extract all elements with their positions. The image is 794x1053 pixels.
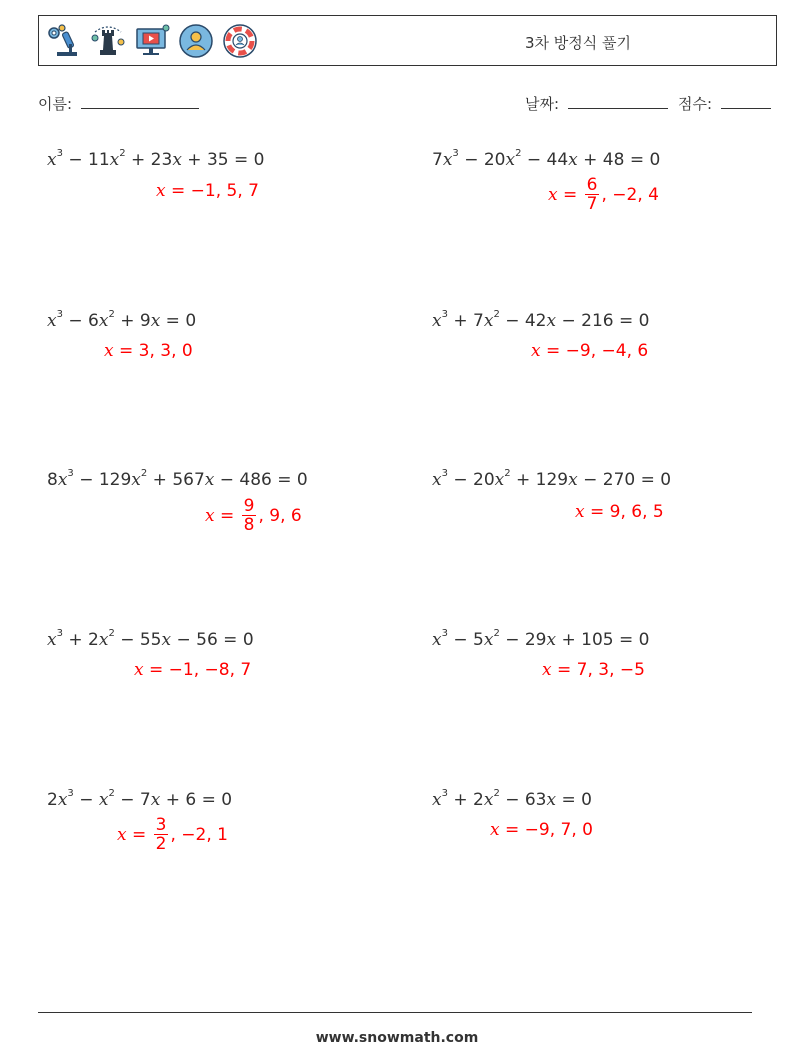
expression-text: , −2, 4 [601, 184, 659, 205]
expression-text: − 29 [499, 630, 547, 650]
expression-text: = −9, −4, 6 [540, 341, 649, 361]
variable: x [483, 630, 494, 650]
exponent: 2 [108, 309, 115, 321]
footer-divider [38, 1012, 752, 1013]
variable: x [432, 630, 442, 650]
variable: x [57, 470, 68, 490]
exponent: 3 [441, 628, 448, 640]
name-field[interactable] [38, 93, 199, 114]
variable: x [531, 341, 541, 361]
variable: x [483, 790, 494, 810]
exponent: 2 [119, 148, 126, 160]
problem-answer [548, 176, 659, 213]
expression-text: − 129 [73, 470, 132, 490]
exponent: 2 [515, 148, 522, 160]
expression-text: − 56 = 0 [171, 630, 254, 650]
problem-answer [542, 660, 645, 680]
score-label: 점수: [678, 95, 713, 113]
fraction-numerator: 6 [586, 175, 598, 195]
worksheet-title: 3차 방정식 풀기 [525, 34, 632, 52]
expression-text: = −9, 7, 0 [499, 820, 593, 840]
expression-text: + 23 [125, 150, 173, 170]
variable: x [546, 630, 557, 650]
variable: x [47, 311, 57, 331]
expression-text: − 6 [62, 311, 99, 331]
expression-text: 7 [432, 150, 443, 170]
fraction-denominator: 2 [155, 834, 167, 854]
expression-text: + 567 [147, 470, 205, 490]
variable: x [47, 630, 57, 650]
expression-text: − 7 [114, 790, 151, 810]
variable: x [104, 341, 114, 361]
fraction-denominator: 8 [243, 515, 255, 535]
date-label: 날짜: [525, 95, 560, 113]
variable: x [150, 790, 161, 810]
expression-text: + 2 [62, 630, 99, 650]
expression-text: + 129 [510, 470, 569, 490]
expression-text: − 270 = 0 [577, 470, 672, 490]
name-blank[interactable] [81, 94, 199, 109]
name-label: 이름: [38, 95, 73, 113]
exponent: 2 [493, 788, 500, 800]
expression-text: 2 [47, 790, 58, 810]
problem-equation [432, 311, 649, 331]
problem-answer [205, 497, 302, 534]
problem-equation [47, 470, 308, 490]
fraction [242, 497, 257, 534]
fraction-numerator: 9 [243, 496, 255, 516]
expression-text: − 486 = 0 [214, 470, 308, 490]
variable: x [57, 790, 68, 810]
exponent: 2 [108, 628, 115, 640]
problem-answer [134, 660, 251, 680]
expression-text: + 35 = 0 [181, 150, 265, 170]
variable: x [483, 311, 494, 331]
problem-equation [47, 630, 254, 650]
exponent: 3 [56, 309, 63, 321]
expression-text: 8 [47, 470, 58, 490]
variable: x [575, 502, 585, 522]
expression-text: + 105 = 0 [556, 630, 650, 650]
exponent: 3 [441, 309, 448, 321]
fraction-denominator: 7 [586, 194, 598, 214]
variable: x [432, 470, 442, 490]
expression-text: − 11 [62, 150, 110, 170]
problem-answer [575, 502, 664, 522]
expression-text: = 0 [160, 311, 197, 331]
problem-equation [47, 150, 264, 170]
expression-text: + 9 [114, 311, 151, 331]
expression-text: − 44 [521, 150, 569, 170]
variable: x [47, 150, 57, 170]
variable: x [117, 824, 127, 845]
user-circle-icon [177, 22, 215, 60]
variable: x [98, 790, 109, 810]
expression-text: − 216 = 0 [556, 311, 650, 331]
variable: x [204, 470, 215, 490]
exponent: 3 [67, 788, 74, 800]
expression-text: = [557, 184, 583, 205]
variable: x [546, 790, 557, 810]
exponent: 2 [493, 628, 500, 640]
expression-text: − 42 [499, 311, 547, 331]
expression-text: = −1, 5, 7 [165, 181, 259, 201]
problem-equation [47, 790, 232, 810]
variable: x [134, 660, 144, 680]
expression-text: = 3, 3, 0 [113, 341, 193, 361]
expression-text: = 0 [556, 790, 592, 810]
expression-text: − 20 [458, 150, 506, 170]
variable: x [432, 311, 442, 331]
variable: x [98, 311, 109, 331]
problem-answer [490, 820, 593, 840]
problem-answer [156, 181, 259, 201]
problem-equation [432, 470, 671, 490]
exponent: 3 [452, 148, 459, 160]
exponent: 3 [441, 788, 448, 800]
variable: x [172, 150, 182, 170]
problem-equation [47, 311, 196, 331]
chess-rook-icon [89, 22, 127, 60]
variable: x [205, 505, 215, 526]
score-field[interactable] [678, 93, 771, 114]
variable: x [542, 660, 552, 680]
problem-answer [117, 816, 228, 853]
variable: x [150, 311, 161, 331]
exponent: 3 [67, 468, 74, 480]
problem-equation [432, 150, 660, 170]
expression-text: + 6 = 0 [160, 790, 233, 810]
fraction [154, 816, 169, 853]
variable: x [568, 150, 578, 170]
expression-text: − 63 [499, 790, 547, 810]
header-icons [45, 22, 259, 60]
variable: x [432, 790, 442, 810]
variable: x [442, 150, 453, 170]
exponent: 3 [56, 628, 63, 640]
problem-answer [104, 341, 193, 361]
variable: x [161, 630, 172, 650]
expression-text: = −1, −8, 7 [143, 660, 252, 680]
variable: x [494, 470, 505, 490]
variable: x [505, 150, 516, 170]
exponent: 2 [504, 468, 511, 480]
variable: x [546, 311, 557, 331]
variable: x [109, 150, 120, 170]
expression-text: = [214, 505, 240, 526]
variable: x [490, 820, 500, 840]
variable: x [131, 470, 141, 490]
problem-equation [432, 630, 649, 650]
expression-text: = [126, 824, 152, 845]
footer-url[interactable]: www.snowmath.com [315, 1030, 479, 1046]
date-field[interactable] [525, 93, 668, 114]
expression-text: + 2 [447, 790, 484, 810]
gear-microscope-icon [45, 22, 83, 60]
expression-text: − [73, 790, 99, 810]
fraction [585, 176, 600, 213]
expression-text: , −2, 1 [170, 824, 228, 845]
expression-text: + 7 [447, 311, 484, 331]
exponent: 3 [56, 148, 63, 160]
worksheet-header [38, 15, 777, 66]
variable: x [548, 184, 558, 205]
expression-text: + 48 = 0 [577, 150, 661, 170]
variable: x [156, 181, 166, 201]
exponent: 2 [140, 468, 148, 480]
fraction-numerator: 3 [155, 815, 167, 835]
variable: x [98, 630, 109, 650]
expression-text: = 7, 3, −5 [551, 660, 645, 680]
exponent: 2 [493, 309, 500, 321]
expression-text: , 9, 6 [258, 505, 302, 526]
problem-equation [432, 790, 592, 810]
expression-text: − 55 [114, 630, 162, 650]
exponent: 2 [108, 788, 115, 800]
score-blank[interactable] [721, 94, 771, 109]
variable: x [568, 470, 578, 490]
video-monitor-icon [133, 22, 171, 60]
date-blank[interactable] [568, 94, 668, 109]
lifebuoy-user-icon [221, 22, 259, 60]
expression-text: − 5 [447, 630, 484, 650]
problem-answer [531, 341, 648, 361]
exponent: 3 [441, 468, 448, 480]
expression-text: = 9, 6, 5 [584, 502, 664, 522]
expression-text: − 20 [447, 470, 495, 490]
